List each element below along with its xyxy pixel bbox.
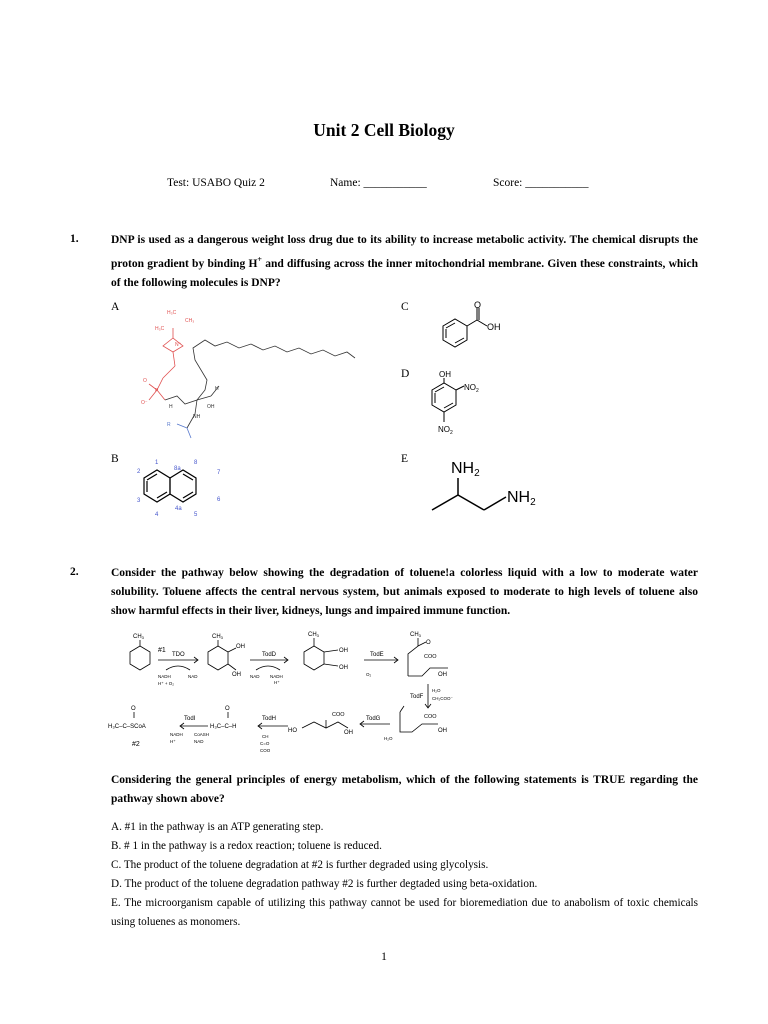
answer-choices — [111, 818, 698, 932]
pw-ch3-5: CH — [262, 734, 269, 739]
pw-oh-7: OH — [344, 730, 353, 736]
svg-text:O⁻: O⁻ — [141, 400, 148, 406]
pw-coo-2: COO — [424, 714, 437, 720]
pw-nadh-2: NADH — [270, 674, 283, 679]
page-number: 1 — [381, 951, 387, 963]
pw-todg: TodG — [366, 716, 381, 722]
pw-tdo: TDO — [172, 652, 185, 658]
name-field: Name: ___________ — [330, 177, 427, 189]
question-2-text: Consider the pathway below showing the degradation of toluene!a colorless liquid with a low to moderate water solubility. Toluene affects the central nervous system, but animals exposed to moderate to high levels of toluene also show harmful effects in their liver, kidneys, lungs and impaired immune function. — [111, 567, 698, 617]
pw-h3c-h: H₃C–C–H — [210, 724, 237, 730]
b-n6: 6 — [217, 497, 221, 503]
d-no2-2-label: NO — [438, 425, 450, 434]
page-title: Unit 2 Cell Biology — [313, 120, 455, 140]
pw-h3c-scoa: H₃C–C–SCoA — [108, 724, 146, 730]
pw-coo-4: COO — [260, 748, 271, 752]
svg-text:NO2 — [464, 383, 479, 394]
question-2-number: 2. — [70, 566, 79, 578]
question-1-text-part1: DNP is used as a dangerous weight loss drug due to its ability to increase metabolic activity. The chemical disrupts the proton gradient by binding H — [111, 234, 698, 270]
d-sub-2: 2 — [450, 430, 453, 436]
d-no2-1-label: NO — [464, 383, 476, 392]
pw-h-1: H⁺ — [274, 680, 280, 685]
svg-text:CH3 — [133, 634, 145, 640]
question-1-text-part2: and diffusing across the inner mitochondrial membrane. Given these constraints, which of the following molecules is DNP? — [111, 257, 698, 289]
pw-todd: TodD — [262, 652, 277, 658]
pw-3-4: 3 — [418, 633, 421, 638]
pw-step1: #1 — [158, 647, 166, 654]
pw-coo-3: COO — [332, 712, 345, 718]
svg-text:NO2 — [438, 425, 453, 436]
answer-e: E. The microorganism capable of utilizing this pathway cannot be used for bioremediation due to anabolism of toxic chemicals using toluenes as monomers. — [111, 897, 698, 928]
d-sub-1: 2 — [476, 388, 479, 394]
svg-text:CH3 — [410, 632, 422, 638]
svg-text:CH3 — [308, 632, 320, 638]
proton-superscript: + — [257, 255, 262, 264]
svg-text:N⁺: N⁺ — [175, 342, 182, 348]
pw-c-o: C=O — [260, 741, 270, 746]
pw-ch3-2: CH — [212, 634, 221, 640]
e-sub-1: 2 — [474, 468, 480, 479]
svg-text:P: P — [155, 388, 159, 394]
answer-b: B. # 1 in the pathway is a redox reaction; toluene is reduced. — [111, 840, 382, 852]
pw-nadp-2: NAD — [250, 674, 260, 679]
pw-tode: TodE — [370, 652, 384, 658]
pw-h-2: H⁺ — [170, 739, 176, 744]
svg-text:O: O — [143, 378, 147, 384]
b-n8a: 8a — [174, 466, 181, 472]
svg-text:H₃C: H₃C — [155, 326, 165, 332]
question-2-prompt: Considering the general principles of energy metabolism, which of the following statements is TRUE regarding the pathway shown above? — [111, 774, 698, 805]
c-oh-label: OH — [487, 322, 501, 332]
answer-d: D. The product of the toluene degradation pathway #2 is further degtaded using beta-oxidation. — [111, 878, 538, 890]
svg-text:NH2 — [451, 460, 480, 479]
pw-nadh-1: NADH — [158, 674, 171, 679]
structure-b-naphthalene — [134, 456, 224, 522]
b-n1: 1 — [155, 460, 159, 466]
c-o-label: O — [474, 300, 482, 310]
pw-oh-5: OH — [438, 672, 447, 678]
pw-3-1: 3 — [141, 635, 144, 640]
structure-a-lipid — [135, 300, 365, 445]
svg-text:R: R — [167, 422, 171, 428]
b-n4: 4 — [155, 512, 159, 518]
pw-o-1: O — [426, 640, 431, 646]
b-n8: 8 — [194, 460, 198, 466]
pw-h-o2: H⁺ + O₂ — [158, 681, 175, 686]
option-b-label: B — [111, 453, 119, 465]
option-a-label: A — [111, 301, 120, 313]
pw-h2o-1: H₂O — [432, 688, 441, 693]
toluene-pathway-diagram — [108, 628, 464, 752]
option-d-label: D — [401, 368, 410, 380]
pw-o-3: O — [131, 706, 136, 712]
svg-text:H: H — [169, 404, 173, 410]
svg-text:NH2 — [507, 489, 536, 508]
pw-coo-1: COO — [424, 654, 437, 660]
svg-text:H: H — [215, 386, 219, 392]
pw-o2: O₂ — [366, 672, 372, 677]
pw-oh-3: OH — [339, 648, 348, 654]
answer-a: A. #1 in the pathway is an ATP generating step. — [111, 821, 324, 833]
pw-oh-2: OH — [232, 672, 241, 678]
pw-ch3-1: CH — [133, 634, 142, 640]
e-nh2-1-label: NH — [451, 460, 475, 477]
e-sub-2: 2 — [530, 497, 536, 508]
answer-c: C. The product of the toluene degradation at #2 is further degraded using glycolysis. — [111, 859, 489, 871]
pw-ho: HO — [288, 728, 297, 734]
pw-todi: TodI — [184, 716, 196, 722]
b-n4a: 4a — [175, 506, 182, 512]
structure-e-diamine — [425, 452, 555, 517]
svg-text:OH: OH — [207, 404, 215, 410]
test-label: Test: USABO Quiz 2 — [167, 177, 265, 189]
svg-text:NH: NH — [193, 414, 201, 420]
svg-text:CH3 — [212, 634, 224, 640]
option-c-label: C — [401, 301, 409, 313]
question-1-text — [111, 231, 698, 293]
structure-d-dnp — [420, 368, 510, 440]
question-1-number: 1. — [70, 233, 79, 245]
pw-ch3-4: CH — [410, 632, 419, 638]
score-field: Score: ___________ — [493, 177, 589, 189]
svg-text:CH₃: CH₃ — [185, 318, 195, 324]
structure-c-benzoic-acid — [425, 298, 515, 358]
pw-nadp-3: NAD — [194, 739, 204, 744]
pw-3-2: 3 — [220, 635, 223, 640]
pw-step2: #2 — [132, 741, 140, 748]
pw-h2o-2: H₂O — [384, 736, 393, 741]
pw-oh-6: OH — [438, 728, 447, 734]
option-e-label: E — [401, 453, 409, 465]
pw-o-2: O — [225, 706, 230, 712]
pw-3-3: 3 — [316, 633, 319, 638]
pw-ch3-3: CH — [308, 632, 317, 638]
pw-oh-4: OH — [339, 665, 348, 671]
e-nh2-2-label: NH — [507, 489, 531, 506]
b-n3: 3 — [137, 498, 141, 504]
pw-nadh-3: NADH — [170, 732, 183, 737]
b-n5: 5 — [194, 512, 198, 518]
pw-coash: CoASH — [194, 732, 210, 737]
pw-ch2coo: CH₂COO⁻ — [432, 696, 453, 701]
pw-todh: TodH — [262, 716, 277, 722]
d-oh-label: OH — [439, 370, 451, 379]
svg-text:H₃C: H₃C — [167, 310, 177, 316]
b-n2: 2 — [137, 469, 141, 475]
b-n7: 7 — [217, 470, 221, 476]
pw-nadp-1: NAD — [188, 674, 198, 679]
pw-todf: TodF — [410, 694, 424, 700]
pw-oh-1: OH — [236, 644, 245, 650]
